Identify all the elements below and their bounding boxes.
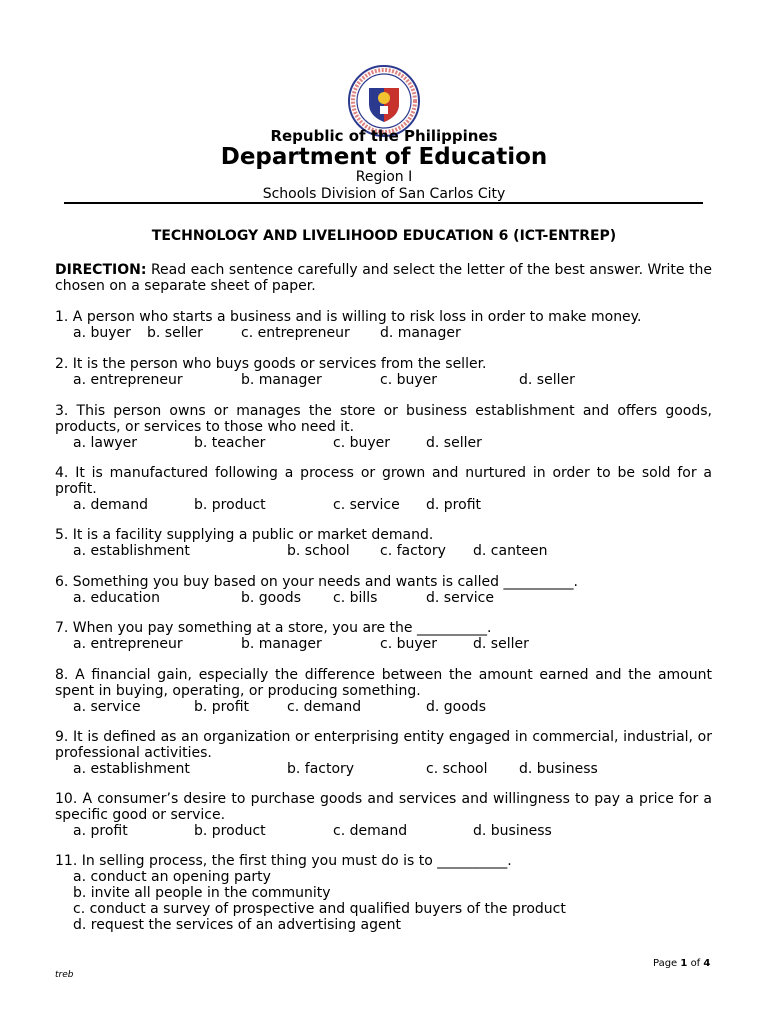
- question-11: [55, 853, 712, 933]
- choice-c: c. buyer: [380, 372, 438, 388]
- footer-note: treb: [55, 970, 74, 980]
- question-stem: 1. A person who starts a business and is willing to risk loss in order to make money.: [55, 309, 642, 325]
- choice-d: d. seller: [519, 372, 575, 388]
- choice-row: [55, 636, 712, 652]
- question-9: [55, 729, 712, 777]
- question-7: [55, 620, 712, 652]
- choice-a: a. lawyer: [73, 435, 138, 451]
- choice-a: a. buyer: [73, 325, 131, 341]
- choice-a: a. profit: [73, 823, 128, 839]
- choice-d: d. manager: [380, 325, 461, 341]
- question-3: [55, 403, 712, 451]
- choice-b: b. school: [287, 543, 350, 559]
- choice-row: [55, 590, 712, 606]
- choice-c: c. buyer: [380, 636, 438, 652]
- page-word: Page: [653, 958, 678, 969]
- choice-b: b. manager: [241, 372, 322, 388]
- choice-row: [55, 543, 712, 559]
- choice-a: a. entrepreneur: [73, 372, 183, 388]
- choice-c: c. demand: [287, 699, 362, 715]
- question-stem: 7. When you pay something at a store, you are the __________.: [55, 620, 492, 636]
- choice-c: c. buyer: [333, 435, 391, 451]
- choice-b: b. product: [194, 497, 266, 513]
- question-stem: 4. It is manufactured following a process or grown and nurtured in order to be sold for a profit.: [55, 465, 712, 497]
- choice-d: d. request the services of an advertising agent: [73, 917, 401, 933]
- choice-b: b. factory: [287, 761, 355, 777]
- choice-a: a. establishment: [73, 761, 190, 777]
- page-of: of: [690, 958, 701, 969]
- choice-row: [55, 325, 712, 341]
- question-4: [55, 465, 712, 513]
- choice-row: [55, 699, 712, 715]
- question-1: [55, 309, 712, 341]
- question-6: [55, 574, 712, 606]
- page-total: 4: [703, 958, 711, 969]
- choice-b: b. seller: [147, 325, 203, 341]
- question-stem: 8. A financial gain, especially the difference between the amount earned and the amount spent in buying, operating, or producing something.: [55, 667, 712, 699]
- direction-text: Read each sentence carefully and select the letter of the best answer. Write the chosen on a separate sheet of paper.: [55, 262, 712, 294]
- choice-row: [55, 761, 712, 777]
- direction-label: DIRECTION:: [55, 262, 147, 278]
- choice-c: c. bills: [333, 590, 378, 606]
- choice-c: c. demand: [333, 823, 408, 839]
- question-10: [55, 791, 712, 839]
- choice-row: [55, 435, 712, 451]
- choice-d: d. seller: [473, 636, 529, 652]
- direction-paragraph: [55, 262, 712, 294]
- question-stem: 2. It is the person who buys goods or services from the seller.: [55, 356, 487, 372]
- page-current: 1: [680, 958, 688, 969]
- choice-c: c. conduct a survey of prospective and qualified buyers of the product: [73, 901, 566, 917]
- department-heading: Department of Education: [220, 144, 548, 170]
- choice-d: d. profit: [426, 497, 481, 513]
- question-stem: 3. This person owns or manages the store or business establishment and offers goods, products, or services to those who need it.: [55, 403, 712, 435]
- choice-row: [55, 497, 712, 513]
- region-heading: Region I: [355, 169, 413, 185]
- choice-d: d. goods: [426, 699, 486, 715]
- choice-row: [55, 823, 712, 839]
- republic-heading: Republic of the Philippines: [270, 127, 498, 145]
- choice-a: a. service: [73, 699, 141, 715]
- question-8: [55, 667, 712, 715]
- choice-a: a. demand: [73, 497, 148, 513]
- choice-d: d. business: [473, 823, 552, 839]
- choice-row: [55, 372, 712, 388]
- exam-title: TECHNOLOGY AND LIVELIHOOD EDUCATION 6 (ICT-ENTREP): [151, 228, 617, 244]
- question-stem: 9. It is defined as an organization or enterprising entity engaged in commercial, industrial, or professional activities.: [55, 729, 712, 761]
- division-heading: Schools Division of San Carlos City: [262, 186, 506, 202]
- choice-d: d. canteen: [473, 543, 548, 559]
- choice-b: b. product: [194, 823, 266, 839]
- question-stem: 11. In selling process, the first thing you must do is to __________.: [55, 853, 512, 869]
- choice-a: a. entrepreneur: [73, 636, 183, 652]
- question-5: [55, 527, 712, 559]
- choice-d: d. seller: [426, 435, 482, 451]
- question-stem: 6. Something you buy based on your needs and wants is called __________.: [55, 574, 578, 590]
- page-number: [653, 958, 710, 969]
- question-stem: 10. A consumer’s desire to purchase goods and services and willingness to pay a price for a specific good or service.: [55, 791, 712, 823]
- question-2: [55, 356, 712, 388]
- choice-b: b. invite all people in the community: [73, 885, 331, 901]
- choice-b: b. teacher: [194, 435, 266, 451]
- choice-a: a. education: [73, 590, 160, 606]
- choice-c: c. entrepreneur: [241, 325, 350, 341]
- choice-c: c. school: [426, 761, 488, 777]
- choice-b: b. manager: [241, 636, 322, 652]
- choice-a: a. conduct an opening party: [73, 869, 271, 885]
- choice-b: b. profit: [194, 699, 249, 715]
- question-stem: 5. It is a facility supplying a public or market demand.: [55, 527, 434, 543]
- choice-a: a. establishment: [73, 543, 190, 559]
- choice-d: d. business: [519, 761, 598, 777]
- header-divider: [64, 202, 703, 204]
- choice-c: c. factory: [380, 543, 446, 559]
- choice-d: d. service: [426, 590, 494, 606]
- choice-b: b. goods: [241, 590, 301, 606]
- choice-c: c. service: [333, 497, 400, 513]
